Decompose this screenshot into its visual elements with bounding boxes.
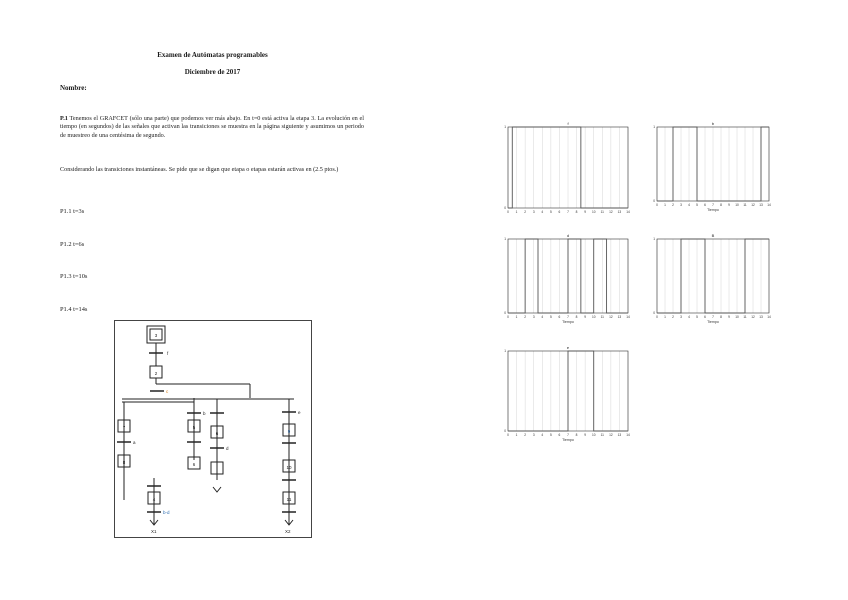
x-tick-label: 5 bbox=[549, 433, 552, 437]
x-tick-label: 6 bbox=[704, 203, 706, 207]
x-tick-label: 14 bbox=[767, 315, 771, 319]
transition-bd-label: b-d bbox=[163, 510, 170, 515]
series-line bbox=[508, 239, 628, 313]
name-label: Nombre: bbox=[60, 84, 87, 92]
x-tick-label: 4 bbox=[688, 315, 690, 319]
x-tick-label: 7 bbox=[567, 433, 569, 437]
x-tick-label: 3 bbox=[532, 433, 535, 437]
x-tick-label: 14 bbox=[767, 203, 771, 207]
x-tick-label: 1 bbox=[515, 433, 518, 437]
question-item-4: P1.4 t=14s bbox=[60, 306, 88, 313]
problem-question: Considerando las transiciones instantáneas. Se pide que se digan que etapa o etapas estarán activas en (2.5 ptos.) bbox=[60, 166, 339, 173]
x-tick-label: 14 bbox=[626, 315, 630, 319]
x-tick-label: 3 bbox=[680, 203, 682, 207]
x-tick-label: 2 bbox=[524, 315, 527, 319]
chart-B bbox=[645, 230, 773, 330]
step-6-label: 6 bbox=[215, 431, 219, 436]
x2-label: X2 bbox=[285, 529, 291, 534]
transition-b-label: b bbox=[203, 411, 206, 416]
y-tick-label: 0 bbox=[504, 206, 506, 210]
x-tick-label: 5 bbox=[549, 315, 552, 319]
x-tick-label: 10 bbox=[591, 210, 596, 214]
chart-e bbox=[496, 342, 632, 448]
x-tick-label: 2 bbox=[672, 315, 674, 319]
x-tick-label: 11 bbox=[600, 315, 604, 319]
transition-c-label: c bbox=[166, 389, 169, 394]
x-tick-label: 3 bbox=[532, 315, 535, 319]
x1-label: X1 bbox=[151, 529, 157, 534]
x-tick-label: 9 bbox=[584, 433, 587, 437]
x-tick-label: 14 bbox=[626, 433, 630, 437]
x-tick-label: 0 bbox=[656, 315, 658, 319]
x-axis-label: Tiempo bbox=[562, 438, 574, 442]
step-11-label: 11 bbox=[286, 497, 292, 502]
x-axis-label: Tiempo bbox=[562, 320, 574, 324]
step-10-label: 10 bbox=[286, 465, 292, 470]
x-tick-label: 13 bbox=[617, 210, 622, 214]
chart-title: f bbox=[567, 121, 569, 126]
transition-a-label: a bbox=[133, 440, 136, 445]
chart-title: b bbox=[711, 121, 715, 126]
x-tick-label: 8 bbox=[575, 210, 578, 214]
x-tick-label: 4 bbox=[541, 433, 544, 437]
y-tick-label: 1 bbox=[504, 349, 506, 353]
step-2-label: 2 bbox=[154, 371, 158, 376]
x-tick-label: 9 bbox=[728, 315, 730, 319]
problem-id: P.1 bbox=[60, 115, 68, 122]
x-tick-label: 7 bbox=[567, 315, 569, 319]
question-item-1: P1.1 t=3s bbox=[60, 208, 85, 215]
y-tick-label: 0 bbox=[504, 429, 506, 433]
question-item-3: P1.3 t=10s bbox=[60, 273, 88, 280]
x-tick-label: 1 bbox=[664, 315, 666, 319]
x-tick-label: 4 bbox=[541, 315, 544, 319]
exam-title: Examen de Autómatas programables bbox=[157, 51, 268, 59]
transition-f-label: f bbox=[167, 351, 169, 356]
problem-intro-text: Tenemos el GRAFCET (sólo una parte) que podemos ver más abajo. En t=0 está activa la etapa 3. La evolución en el tiempo (en segundos) de las señales que activan las transiciones se muestra en la página siguiente y asumimos un periodo de muestreo de una centésima de segundo. bbox=[60, 115, 365, 139]
y-tick-label: 1 bbox=[504, 125, 506, 129]
step-5b-label: 6 bbox=[192, 462, 196, 467]
x-tick-label: 0 bbox=[507, 433, 509, 437]
x-tick-label: 11 bbox=[600, 433, 604, 437]
y-tick-label: 1 bbox=[653, 125, 655, 129]
x-tick-label: 5 bbox=[549, 210, 552, 214]
x-tick-label: 8 bbox=[575, 315, 578, 319]
y-tick-label: 0 bbox=[504, 311, 506, 315]
x-tick-label: 6 bbox=[558, 315, 561, 319]
question-item-2: P1.2 t=6s bbox=[60, 241, 85, 248]
x-tick-label: 6 bbox=[558, 210, 561, 214]
x-tick-label: 7 bbox=[567, 210, 569, 214]
x-tick-label: 0 bbox=[507, 315, 509, 319]
x-tick-label: 10 bbox=[735, 203, 739, 207]
chart-b bbox=[645, 118, 773, 218]
x-tick-label: 5 bbox=[696, 315, 698, 319]
x-tick-label: 4 bbox=[688, 203, 690, 207]
exam-date: Diciembre de 2017 bbox=[184, 68, 241, 76]
chart-title: e bbox=[566, 345, 570, 350]
x-axis-label: Tiempo bbox=[707, 208, 719, 212]
x-tick-label: 12 bbox=[609, 210, 613, 214]
y-tick-label: 1 bbox=[504, 237, 506, 241]
step-4-label: 4 bbox=[152, 497, 156, 502]
y-tick-label: 0 bbox=[653, 199, 655, 203]
x-tick-label: 10 bbox=[591, 315, 596, 319]
y-tick-label: 1 bbox=[653, 237, 655, 241]
step-8-label: 8 bbox=[122, 460, 126, 465]
y-tick-label: 0 bbox=[653, 311, 655, 315]
step-5-label: 5 bbox=[192, 425, 196, 430]
step-7-label: 7 bbox=[122, 425, 126, 430]
x-tick-label: 12 bbox=[609, 315, 613, 319]
step-3-label: 3 bbox=[154, 333, 158, 338]
x-tick-label: 3 bbox=[532, 210, 535, 214]
x-tick-label: 2 bbox=[524, 433, 527, 437]
x-tick-label: 6 bbox=[704, 315, 706, 319]
x-tick-label: 13 bbox=[617, 433, 622, 437]
x-tick-label: 12 bbox=[609, 433, 613, 437]
x-tick-label: 12 bbox=[751, 315, 755, 319]
x-tick-label: 13 bbox=[617, 315, 622, 319]
x-tick-label: 8 bbox=[720, 203, 722, 207]
x-tick-label: 11 bbox=[743, 315, 747, 319]
x-tick-label: 8 bbox=[720, 315, 722, 319]
chart-title: B bbox=[711, 233, 715, 238]
x-tick-label: 7 bbox=[712, 203, 714, 207]
x-tick-label: 6 bbox=[558, 433, 561, 437]
x-tick-label: 11 bbox=[743, 203, 747, 207]
x-axis-label: Tiempo bbox=[707, 320, 719, 324]
x-tick-label: 2 bbox=[524, 210, 527, 214]
series-line bbox=[508, 351, 628, 431]
x-tick-label: 7 bbox=[712, 315, 714, 319]
x-tick-label: 11 bbox=[600, 210, 604, 214]
x-tick-label: 0 bbox=[656, 203, 658, 207]
chart-f bbox=[496, 118, 632, 218]
x-tick-label: 5 bbox=[696, 203, 698, 207]
x-tick-label: 10 bbox=[591, 433, 596, 437]
x-tick-label: 8 bbox=[575, 433, 578, 437]
grafcet-diagram bbox=[114, 320, 312, 538]
x-tick-label: 4 bbox=[541, 210, 544, 214]
chart-d bbox=[496, 230, 632, 330]
x-tick-label: 9 bbox=[584, 315, 587, 319]
x-tick-label: 1 bbox=[664, 203, 666, 207]
chart-title: d bbox=[566, 233, 570, 238]
transition-e-label: e bbox=[298, 410, 301, 415]
x-tick-label: 13 bbox=[759, 315, 763, 319]
x-tick-label: 2 bbox=[672, 203, 674, 207]
x-tick-label: 9 bbox=[728, 203, 730, 207]
x-tick-label: 1 bbox=[515, 315, 518, 319]
x-tick-label: 13 bbox=[759, 203, 763, 207]
step-9-label: 9 bbox=[287, 429, 291, 434]
x-tick-label: 1 bbox=[515, 210, 518, 214]
x-tick-label: 3 bbox=[680, 315, 682, 319]
x-tick-label: 0 bbox=[507, 210, 509, 214]
transition-d-label: d bbox=[226, 446, 229, 451]
x-tick-label: 10 bbox=[735, 315, 739, 319]
x-tick-label: 12 bbox=[751, 203, 755, 207]
problem-intro bbox=[60, 115, 364, 140]
x-tick-label: 9 bbox=[584, 210, 587, 214]
x-tick-label: 14 bbox=[626, 210, 630, 214]
